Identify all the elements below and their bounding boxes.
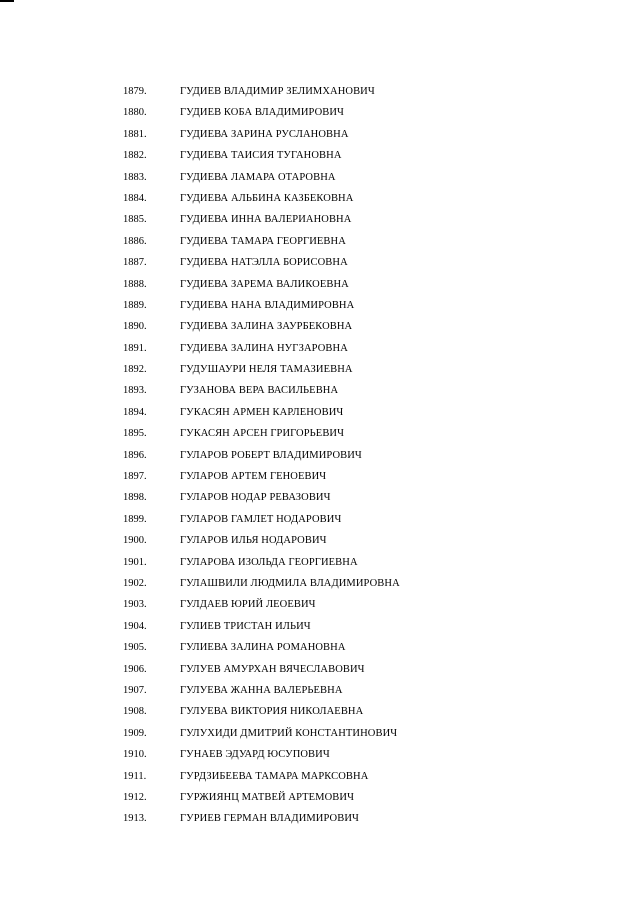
list-item — [0, 642, 640, 663]
list-item — [0, 599, 640, 620]
list-item — [0, 813, 640, 834]
entry-name: ГУДИЕВА ЗАЛИНА НУГЗАРОВНА — [180, 342, 348, 354]
entry-number: 1886. — [123, 235, 147, 247]
entry-number: 1909. — [123, 727, 147, 739]
entry-number: 1901. — [123, 556, 147, 568]
entry-name: ГУДУШАУРИ НЕЛЯ ТАМАЗИЕВНА — [180, 364, 353, 376]
list-item — [0, 450, 640, 471]
entry-name: ГУДИЕВА ИННА ВАЛЕРИАНОВНА — [180, 214, 352, 226]
list-item — [0, 749, 640, 770]
entry-number: 1906. — [123, 663, 147, 675]
list-item — [0, 385, 640, 406]
entry-number: 1904. — [123, 620, 147, 632]
entry-number: 1881. — [123, 128, 147, 140]
entry-name: ГУКАСЯН АРСЕН ГРИГОРЬЕВИЧ — [180, 428, 345, 440]
entry-number: 1911. — [123, 770, 147, 782]
list-item — [0, 364, 640, 385]
entry-number: 1887. — [123, 257, 147, 269]
entry-number: 1895. — [123, 428, 147, 440]
entry-number: 1894. — [123, 406, 147, 418]
entry-name: ГУДИЕВА ЛАМАРА ОТАРОВНА — [180, 171, 336, 183]
list-item — [0, 343, 640, 364]
list-item — [0, 621, 640, 642]
list-item — [0, 664, 640, 685]
list-item — [0, 771, 640, 792]
entry-name: ГУЛУХИДИ ДМИТРИЙ КОНСТАНТИНОВИЧ — [180, 727, 398, 739]
entry-name: ГУЛУЕВА ВИКТОРИЯ НИКОЛАЕВНА — [180, 706, 364, 718]
entry-name: ГУДИЕВ ВЛАДИМИР ЗЕЛИМХАНОВИЧ — [180, 86, 375, 97]
entry-name: ГУЗАНОВА ВЕРА ВАСИЛЬЕВНА — [180, 385, 339, 397]
list-item — [0, 706, 640, 727]
list-item — [0, 728, 640, 749]
entry-number: 1883. — [123, 171, 147, 183]
entry-number: 1892. — [123, 364, 147, 376]
list-item — [0, 557, 640, 578]
entry-number: 1879. — [123, 86, 147, 97]
entry-number: 1882. — [123, 150, 147, 162]
entry-number: 1908. — [123, 706, 147, 718]
entry-name: ГУДИЕВА ТАМАРА ГЕОРГИЕВНА — [180, 235, 346, 247]
entry-name: ГУЛАРОВ РОБЕРТ ВЛАДИМИРОВИЧ — [180, 449, 362, 461]
list-item — [0, 129, 640, 150]
list-item — [0, 107, 640, 128]
list-item — [0, 321, 640, 342]
entry-number: 1889. — [123, 299, 147, 311]
list-item — [0, 172, 640, 193]
list-item — [0, 193, 640, 214]
entry-name: ГУДИЕВА НАНА ВЛАДИМИРОВНА — [180, 299, 355, 311]
entry-name: ГУЛАРОВ ГАМЛЕТ НОДАРОВИЧ — [180, 513, 342, 525]
entry-number: 1893. — [123, 385, 147, 397]
entry-number: 1890. — [123, 321, 147, 333]
entry-name: ГУРИЕВ ГЕРМАН ВЛАДИМИРОВИЧ — [180, 813, 359, 825]
list-item — [0, 792, 640, 813]
entry-number: 1905. — [123, 642, 147, 654]
entry-name: ГУДИЕВА ЗАРИНА РУСЛАНОВНА — [180, 128, 349, 140]
entry-name: ГУЛАРОВ НОДАР РЕВАЗОВИЧ — [180, 492, 331, 504]
entry-name: ГУДИЕВА ЗАЛИНА ЗАУРБЕКОВНА — [180, 321, 353, 333]
entry-number: 1888. — [123, 278, 147, 290]
entry-number: 1902. — [123, 577, 147, 589]
entry-name: ГУЛАРОВА ИЗОЛЬДА ГЕОРГИЕВНА — [180, 556, 358, 568]
list-item — [0, 428, 640, 449]
entry-name: ГУЛДАЕВ ЮРИЙ ЛЕОЕВИЧ — [180, 599, 316, 611]
entry-number: 1880. — [123, 107, 147, 119]
list-item — [0, 214, 640, 235]
list-item — [0, 257, 640, 278]
entry-number: 1891. — [123, 342, 147, 354]
list-item — [0, 300, 640, 321]
list-item — [0, 492, 640, 513]
entry-number: 1885. — [123, 214, 147, 226]
entry-number: 1900. — [123, 535, 147, 547]
entry-number: 1913. — [123, 813, 147, 825]
list-item — [0, 578, 640, 599]
entry-number: 1907. — [123, 684, 147, 696]
list-item — [0, 236, 640, 257]
list-item — [0, 685, 640, 706]
entry-number: 1898. — [123, 492, 147, 504]
list-item — [0, 535, 640, 556]
entry-number: 1910. — [123, 749, 147, 761]
list-item — [0, 279, 640, 300]
entry-name: ГУКАСЯН АРМЕН КАРЛЕНОВИЧ — [180, 406, 344, 418]
entry-name: ГУДИЕВА ТАИСИЯ ТУГАНОВНА — [180, 150, 342, 162]
entry-name: ГУЛУЕВА ЖАННА ВАЛЕРЬЕВНА — [180, 684, 343, 696]
entry-name: ГУРДЗИБЕЕВА ТАМАРА МАРКСОВНА — [180, 770, 369, 782]
entry-number: 1899. — [123, 513, 147, 525]
entry-number: 1903. — [123, 599, 147, 611]
entry-name: ГУДИЕВА ЗАРЕМА ВАЛИКОЕВНА — [180, 278, 349, 290]
list-item — [0, 407, 640, 428]
entry-number: 1912. — [123, 791, 147, 803]
entry-name: ГУЛАРОВ АРТЕМ ГЕНОЕВИЧ — [180, 471, 327, 483]
entry-number: 1896. — [123, 449, 147, 461]
entry-name: ГУДИЕВА НАТЭЛЛА БОРИСОВНА — [180, 257, 348, 269]
entry-name: ГУЛАШВИЛИ ЛЮДМИЛА ВЛАДИМИРОВНА — [180, 577, 400, 589]
list-item — [0, 471, 640, 492]
entry-number: 1897. — [123, 471, 147, 483]
entry-name: ГУДИЕВ КОБА ВЛАДИМИРОВИЧ — [180, 107, 344, 119]
list-item — [0, 150, 640, 171]
entry-number: 1884. — [123, 192, 147, 204]
entry-name: ГУДИЕВА АЛЬБИНА КАЗБЕКОВНА — [180, 192, 354, 204]
entry-name: ГУНАЕВ ЭДУАРД ЮСУПОВИЧ — [180, 749, 330, 761]
scan-corner-mark — [0, 0, 14, 2]
entry-name: ГУЛУЕВ АМУРХАН ВЯЧЕСЛАВОВИЧ — [180, 663, 365, 675]
list-item — [0, 86, 640, 107]
entry-name: ГУЛАРОВ ИЛЬЯ НОДАРОВИЧ — [180, 535, 327, 547]
entry-name: ГУЛИЕВ ТРИСТАН ИЛЬИЧ — [180, 620, 311, 632]
entry-name: ГУЛИЕВА ЗАЛИНА РОМАНОВНА — [180, 642, 346, 654]
name-list — [0, 86, 640, 835]
list-item — [0, 514, 640, 535]
entry-name: ГУРЖИЯНЦ МАТВЕЙ АРТЕМОВИЧ — [180, 791, 355, 803]
